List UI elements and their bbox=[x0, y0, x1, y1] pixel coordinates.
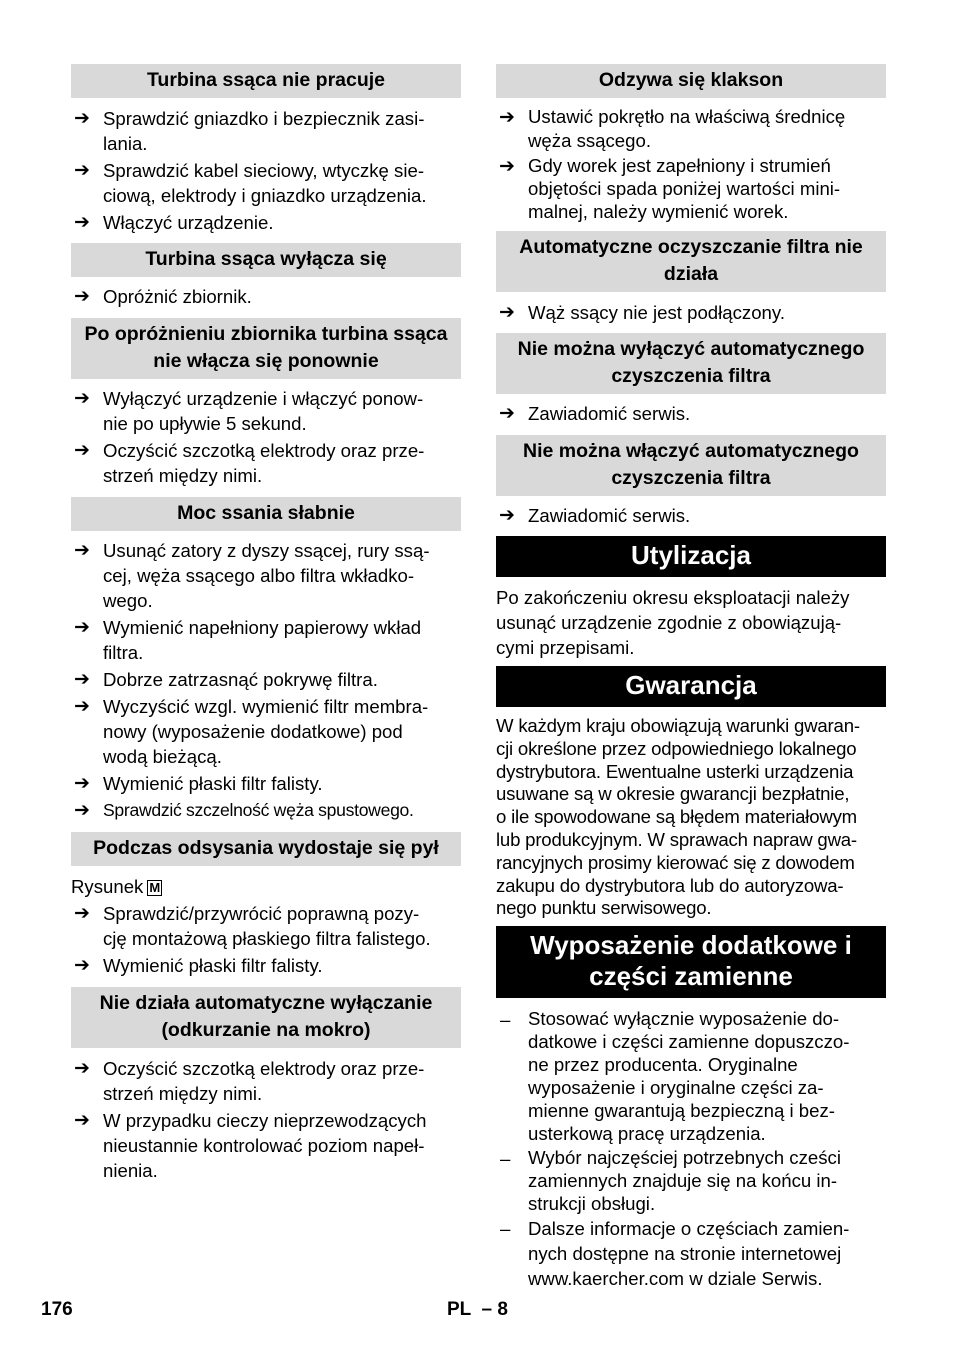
arrow-right-icon: ➔ bbox=[499, 302, 515, 323]
section-heading: Podczas odsysania wydostaje się pył bbox=[71, 832, 461, 866]
list-item: ➔ Opróżnić zbiornik. bbox=[74, 286, 252, 307]
arrow-right-icon: ➔ bbox=[74, 440, 90, 461]
list bbox=[496, 300, 886, 325]
arrow-right-icon: ➔ bbox=[74, 773, 90, 794]
arrow-right-icon: ➔ bbox=[499, 107, 515, 128]
arrow-right-icon: ➔ bbox=[74, 1058, 90, 1079]
list-item: ➔ Wymienić płaski filtr falisty. bbox=[74, 955, 323, 976]
arrow-right-icon: ➔ bbox=[74, 696, 90, 717]
section-heading: Po opróżnieniu zbiornika turbina ssąca nie włącza się ponownie bbox=[71, 318, 461, 379]
section-heading: Automatyczne oczyszczanie filtra nie działa bbox=[496, 231, 886, 292]
list bbox=[71, 538, 461, 823]
list-item: ➔ Wymienić napełniony papierowy wkład filtra. bbox=[74, 617, 422, 663]
paragraph: Po zakończeniu okresu eksploatacji należy usunąć urządzenie zgodnie z obowiązują- cymi przepisami. bbox=[496, 587, 850, 658]
arrow-right-icon: ➔ bbox=[74, 669, 90, 690]
list bbox=[496, 503, 886, 528]
list-item: ➔ Ustawić pokrętło na właściwą średnicę węża ssącego. bbox=[499, 106, 846, 151]
left-column bbox=[71, 64, 461, 1183]
arrow-right-icon: ➔ bbox=[74, 903, 90, 924]
arrow-right-icon: ➔ bbox=[74, 540, 90, 561]
list-item: – Stosować wyłącznie wyposażenie do- datkowe i części zamienne dopuszczo- ne przez producenta. Oryginalne wyposażenie i oryginalne części za- mienne gwarantują bezpieczną i bez- usterkową pracę urządzenia. bbox=[500, 1008, 850, 1145]
section-heading: Odzywa się klakson bbox=[496, 64, 886, 98]
list-item: – Dalsze informacje o częściach zamien- nych dostępne na stronie internetowej www.kaercher.com w dziale Serwis. bbox=[500, 1218, 850, 1290]
dash-bullet: – bbox=[500, 1218, 511, 1240]
arrow-right-icon: ➔ bbox=[74, 1110, 90, 1131]
chapter-heading: Gwarancja bbox=[496, 666, 886, 707]
list-item: ➔ Wyłączyć urządzenie i włączyć ponow- nie po upływie 5 sekund. bbox=[74, 388, 424, 434]
paragraph: W każdym kraju obowiązują warunki gwaran- cji określone przez odpowiedniego lokalnego dystrybutora. Ewentualne usterki urządzenia usuwane są w okresie gwarancji bezpłatnie, o ile spowodowane są błędem materiałowym lub produkcyjnym. W sprawach napraw gwa- rancyjnych prosimy kierować się z dowodem zakupu do dystrybutora lub do autoryzowa- nego punktu serwisowego. bbox=[496, 715, 860, 919]
arrow-right-icon: ➔ bbox=[74, 955, 90, 976]
list-item: ➔ Sprawdzić kabel sieciowy, wtyczkę sie- ciową, elektrody i gniazdko urządzenia. bbox=[74, 160, 427, 206]
list bbox=[71, 284, 461, 309]
list bbox=[496, 105, 886, 223]
arrow-right-icon: ➔ bbox=[74, 800, 90, 821]
chapter-heading: Wyposażenie dodatkowe i części zamienne bbox=[496, 926, 886, 998]
figure-reference: Rysunek M bbox=[71, 876, 161, 897]
list-item: ➔ Usunąć zatory z dyszy ssącej, rury ssą- cej, węża ssącego albo filtra wkładko- wego. bbox=[74, 540, 430, 611]
list-item: ➔ Oczyścić szczotką elektrody oraz prze- strzeń między nimi. bbox=[74, 440, 425, 486]
section-heading: Nie można wyłączyć automatycznego czyszczenia filtra bbox=[496, 333, 886, 394]
list-item: ➔ Włączyć urządzenie. bbox=[74, 212, 274, 233]
arrow-right-icon: ➔ bbox=[74, 212, 90, 233]
arrow-right-icon: ➔ bbox=[74, 160, 90, 181]
section-heading: Nie można włączyć automatycznego czyszczenia filtra bbox=[496, 435, 886, 496]
list-item: ➔ Sprawdzić szczelność węża spustowego. bbox=[74, 800, 414, 821]
arrow-right-icon: ➔ bbox=[74, 286, 90, 307]
figure-mark: M bbox=[149, 880, 161, 895]
section-heading: Turbina ssąca wyłącza się bbox=[71, 243, 461, 277]
arrow-right-icon: ➔ bbox=[499, 505, 515, 526]
list-item: – Wybór najczęściej potrzebnych cześci zamiennych znajduje się na końcu in- strukcji obsługi. bbox=[500, 1147, 841, 1215]
list-item: ➔ Wymienić płaski filtr falisty. bbox=[74, 773, 323, 794]
list bbox=[496, 1007, 886, 1291]
list bbox=[71, 901, 461, 978]
arrow-right-icon: ➔ bbox=[74, 617, 90, 638]
list-item: ➔ Zawiadomić serwis. bbox=[499, 505, 691, 526]
list-item: ➔ Sprawdzić gniazdko i bezpiecznik zasi- lania. bbox=[74, 108, 425, 154]
page-language-code: PL – 8 bbox=[447, 1299, 508, 1320]
list-item: ➔ Dobrze zatrzasnąć pokrywę filtra. bbox=[74, 669, 378, 690]
list-item: ➔ Gdy worek jest zapełniony i strumień objętości spada poniżej wartości mini- malnej, należy wymienić worek. bbox=[499, 155, 841, 222]
list-item: ➔ Wąż ssący nie jest podłączony. bbox=[499, 302, 785, 323]
section-heading: Turbina ssąca nie pracuje bbox=[71, 64, 461, 98]
dash-bullet: – bbox=[500, 1148, 511, 1170]
chapter-heading: Utylizacja bbox=[496, 536, 886, 577]
list-item: ➔ Oczyścić szczotką elektrody oraz prze- strzeń między nimi. bbox=[74, 1058, 425, 1104]
page-number: 176 bbox=[41, 1299, 73, 1320]
arrow-right-icon: ➔ bbox=[499, 156, 515, 177]
list-item: ➔ W przypadku cieczy nieprzewodzących nieustannie kontrolować poziom napeł- nienia. bbox=[74, 1110, 427, 1181]
section-heading: Nie działa automatyczne wyłączanie (odkurzanie na mokro) bbox=[71, 987, 461, 1048]
dash-bullet: – bbox=[500, 1009, 511, 1031]
list bbox=[71, 106, 461, 235]
right-column bbox=[496, 64, 886, 1291]
arrow-right-icon: ➔ bbox=[74, 108, 90, 129]
list-item: ➔ Zawiadomić serwis. bbox=[499, 403, 691, 424]
list bbox=[71, 1056, 461, 1183]
list bbox=[71, 386, 461, 488]
section-heading: Moc ssania słabnie bbox=[71, 497, 461, 531]
list bbox=[496, 401, 886, 426]
arrow-right-icon: ➔ bbox=[74, 388, 90, 409]
list-item: ➔ Sprawdzić/przywrócić poprawną pozy- cję montażową płaskiego filtra falistego. bbox=[74, 903, 431, 949]
list-item: ➔ Wyczyścić wzgl. wymienić filtr membra- nowy (wyposażenie dodatkowe) pod wodą bieżącą. bbox=[74, 696, 429, 767]
arrow-right-icon: ➔ bbox=[499, 403, 515, 424]
